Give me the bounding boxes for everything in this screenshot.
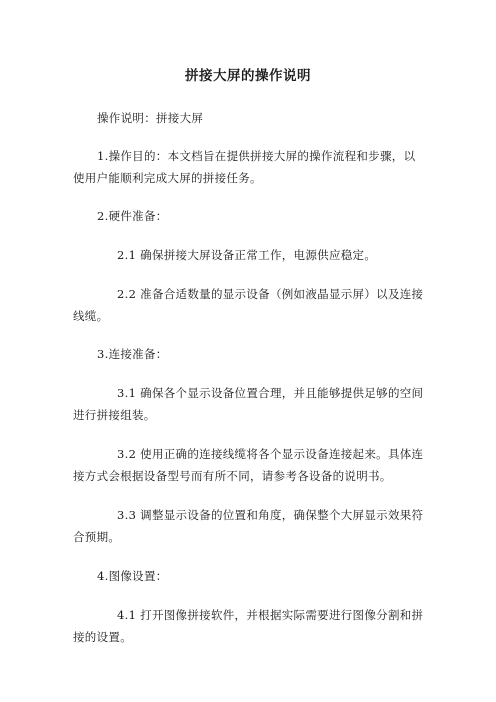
purpose-paragraph (73, 145, 416, 189)
text-line: 3.1 确保各个显示设备位置合理，并且能够提供足够的空间 (117, 386, 424, 400)
text-line: 线缆。 (73, 309, 109, 323)
text-line: 2.2 准备合适数量的显示设备（例如液晶显示屏）以及连接 (117, 287, 424, 301)
text-line: 4.图像设置： (97, 569, 168, 583)
text-line: 3.2 使用正确的连接线缆将各个显示设备连接起来。具体连 (117, 447, 424, 461)
text-line: 2.1 确保拼接大屏设备正常工作，电源供应稳定。 (117, 248, 377, 262)
text-line: 1.操作目的：本文档旨在提供拼接大屏的操作流程和步骤，以 (97, 149, 416, 163)
text-line: 接的设置。 (73, 630, 132, 644)
list-item-3-1 (73, 382, 424, 426)
section-heading-image (97, 565, 168, 587)
document-title: 拼接大屏的操作说明 (185, 68, 311, 84)
list-item-2-2 (73, 283, 424, 327)
list-item-3-2 (73, 443, 424, 487)
list-item-4-1 (73, 604, 424, 648)
text-line: 3.连接准备： (97, 347, 168, 361)
text-line: 4.1 打开图像拼接软件，并根据实际需要进行图像分割和拼 (117, 608, 424, 622)
text-line: 操作说明：拼接大屏 (97, 111, 204, 125)
section-heading-connection (97, 343, 168, 365)
intro-paragraph (97, 107, 203, 129)
text-line: 进行拼接组装。 (73, 408, 156, 422)
text-line: 3.3 调整显示设备的位置和角度，确保整个大屏显示效果符 (117, 508, 424, 522)
list-item-2-1 (117, 244, 376, 266)
text-line: 接方式会根据设备型号而有所不同，请参考各设备的说明书。 (73, 469, 392, 483)
text-line: 2.硬件准备： (97, 209, 168, 223)
text-line: 使用户能顺利完成大屏的拼接任务。 (73, 171, 262, 185)
list-item-3-3 (73, 504, 424, 548)
section-heading-hardware (97, 205, 168, 227)
text-line: 合预期。 (73, 530, 121, 544)
